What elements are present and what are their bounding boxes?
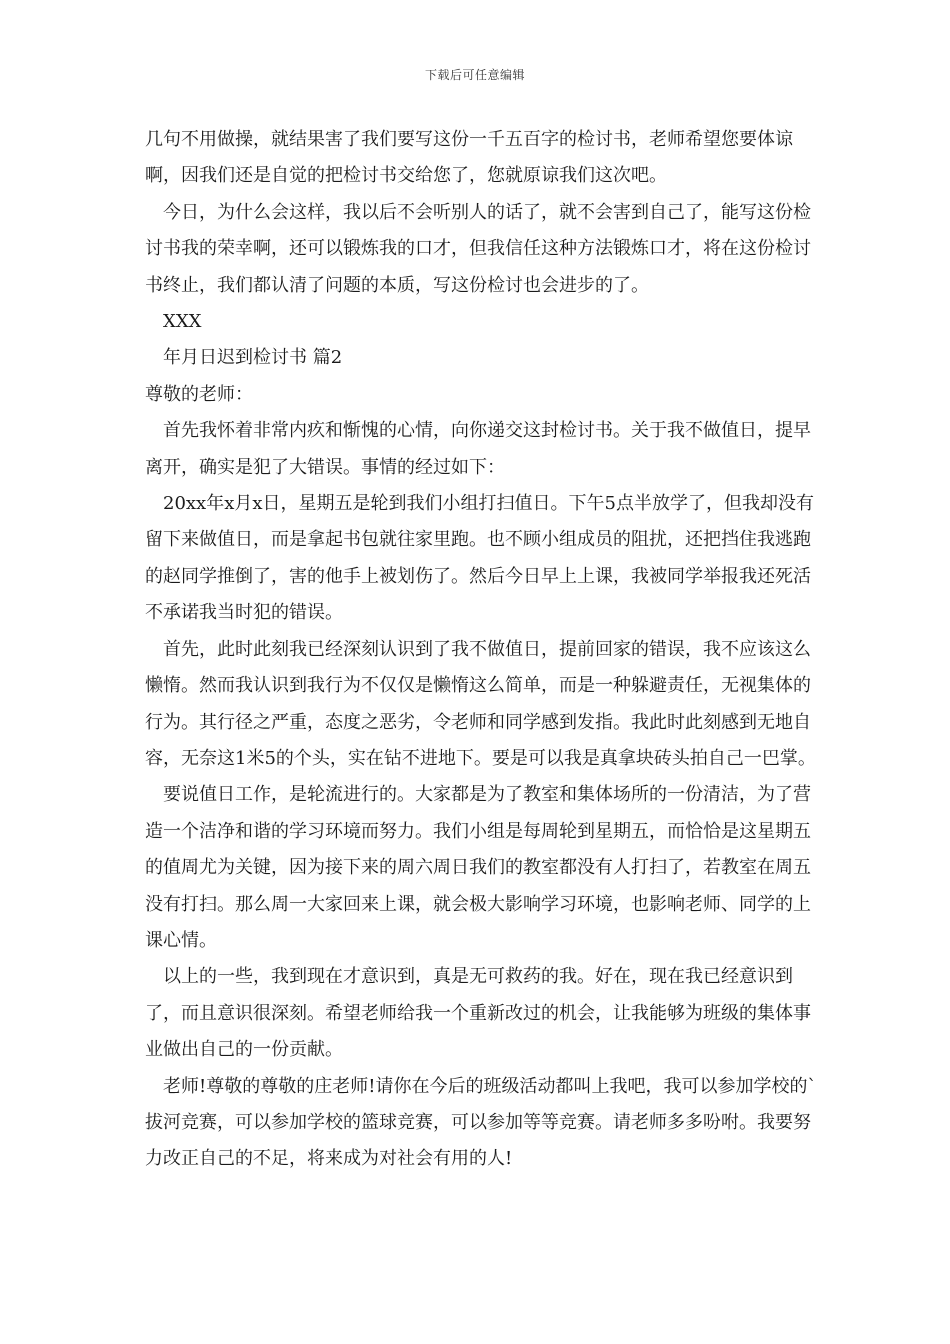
document-body [145, 122, 825, 1178]
paragraph-2: 今日，为什么会这样，我以后不会听别人的话了，就不会害到自己了，能写这份检讨书我的荣幸啊，还可以锻炼我的口才，但我信任这种方法锻炼口才，将在这份检讨书终止，我们都认清了问题的本质，写这份检讨也会进步的了。 [145, 201, 811, 296]
paragraph-1: 几句不用做操，就结果害了我们要写这份一千五百字的检讨书，老师希望您要体谅啊，因我们还是自觉的把检讨书交给您了，您就原谅我们这次吧。 [145, 129, 793, 187]
salutation: 尊敬的老师： [145, 383, 253, 405]
section-title: 年月日迟到检讨书 篇2 [163, 347, 343, 369]
paragraph-6: 要说值日工作，是轮流进行的。大家都是为了教室和集体场所的一份清洁，为了营造一个洁净和谐的学习环境而努力。我们小组是每周轮到星期五，而恰恰是这星期五的值周尤为关键，因为接下来的周六周日我们的教室都没有人打扫了，若教室在周五没有打扫。那么周一大家回来上课，就会极大影响学习环境，也影响老师、同学的上课心情。 [145, 784, 811, 951]
signature: XXX [163, 311, 202, 333]
paragraph-8: 老师!尊敬的尊敬的庄老师!请你在今后的班级活动都叫上我吧，我可以参加学校的`拔河竞赛，可以参加学校的篮球竞赛，可以参加等等竞赛。请老师多多吩咐。我要努力改正自己的不足，将来成为对社会有用的人! [145, 1075, 817, 1170]
paragraph-3: 首先我怀着非常内疚和惭愧的心情，向你递交这封检讨书。关于我不做值日，提早离开，确实是犯了大错误。事情的经过如下： [145, 420, 811, 478]
page-header: 下载后可任意编辑 [424, 68, 525, 82]
paragraph-4: 20xx年x月x日，星期五是轮到我们小组打扫值日。下午5点半放学了，但我却没有留下来做值日，而是拿起书包就往家里跑。也不顾小组成员的阻扰，还把挡住我逃跑的赵同学推倒了，害的他手上被划伤了。然后今日早上上课，我被同学举报我还死活不承诺我当时犯的错误。 [145, 493, 814, 624]
paragraph-5: 首先，此时此刻我已经深刻认识到了我不做值日，提前回家的错误，我不应该这么懒惰。然而我认识到我行为不仅仅是懒惰这么简单，而是一种躲避责任，无视集体的行为。其行径之严重，态度之恶劣，令老师和同学感到发指。我此时此刻感到无地自容，无奈这1米5的个头，实在钻不进地下。要是可以我是真拿块砖头拍自己一巴掌。 [145, 638, 816, 769]
paragraph-7: 以上的一些，我到现在才意识到，真是无可救药的我。好在，现在我已经意识到了，而且意识很深刻。希望老师给我一个重新改过的机会，让我能够为班级的集体事业做出自己的一份贡献。 [145, 966, 811, 1061]
